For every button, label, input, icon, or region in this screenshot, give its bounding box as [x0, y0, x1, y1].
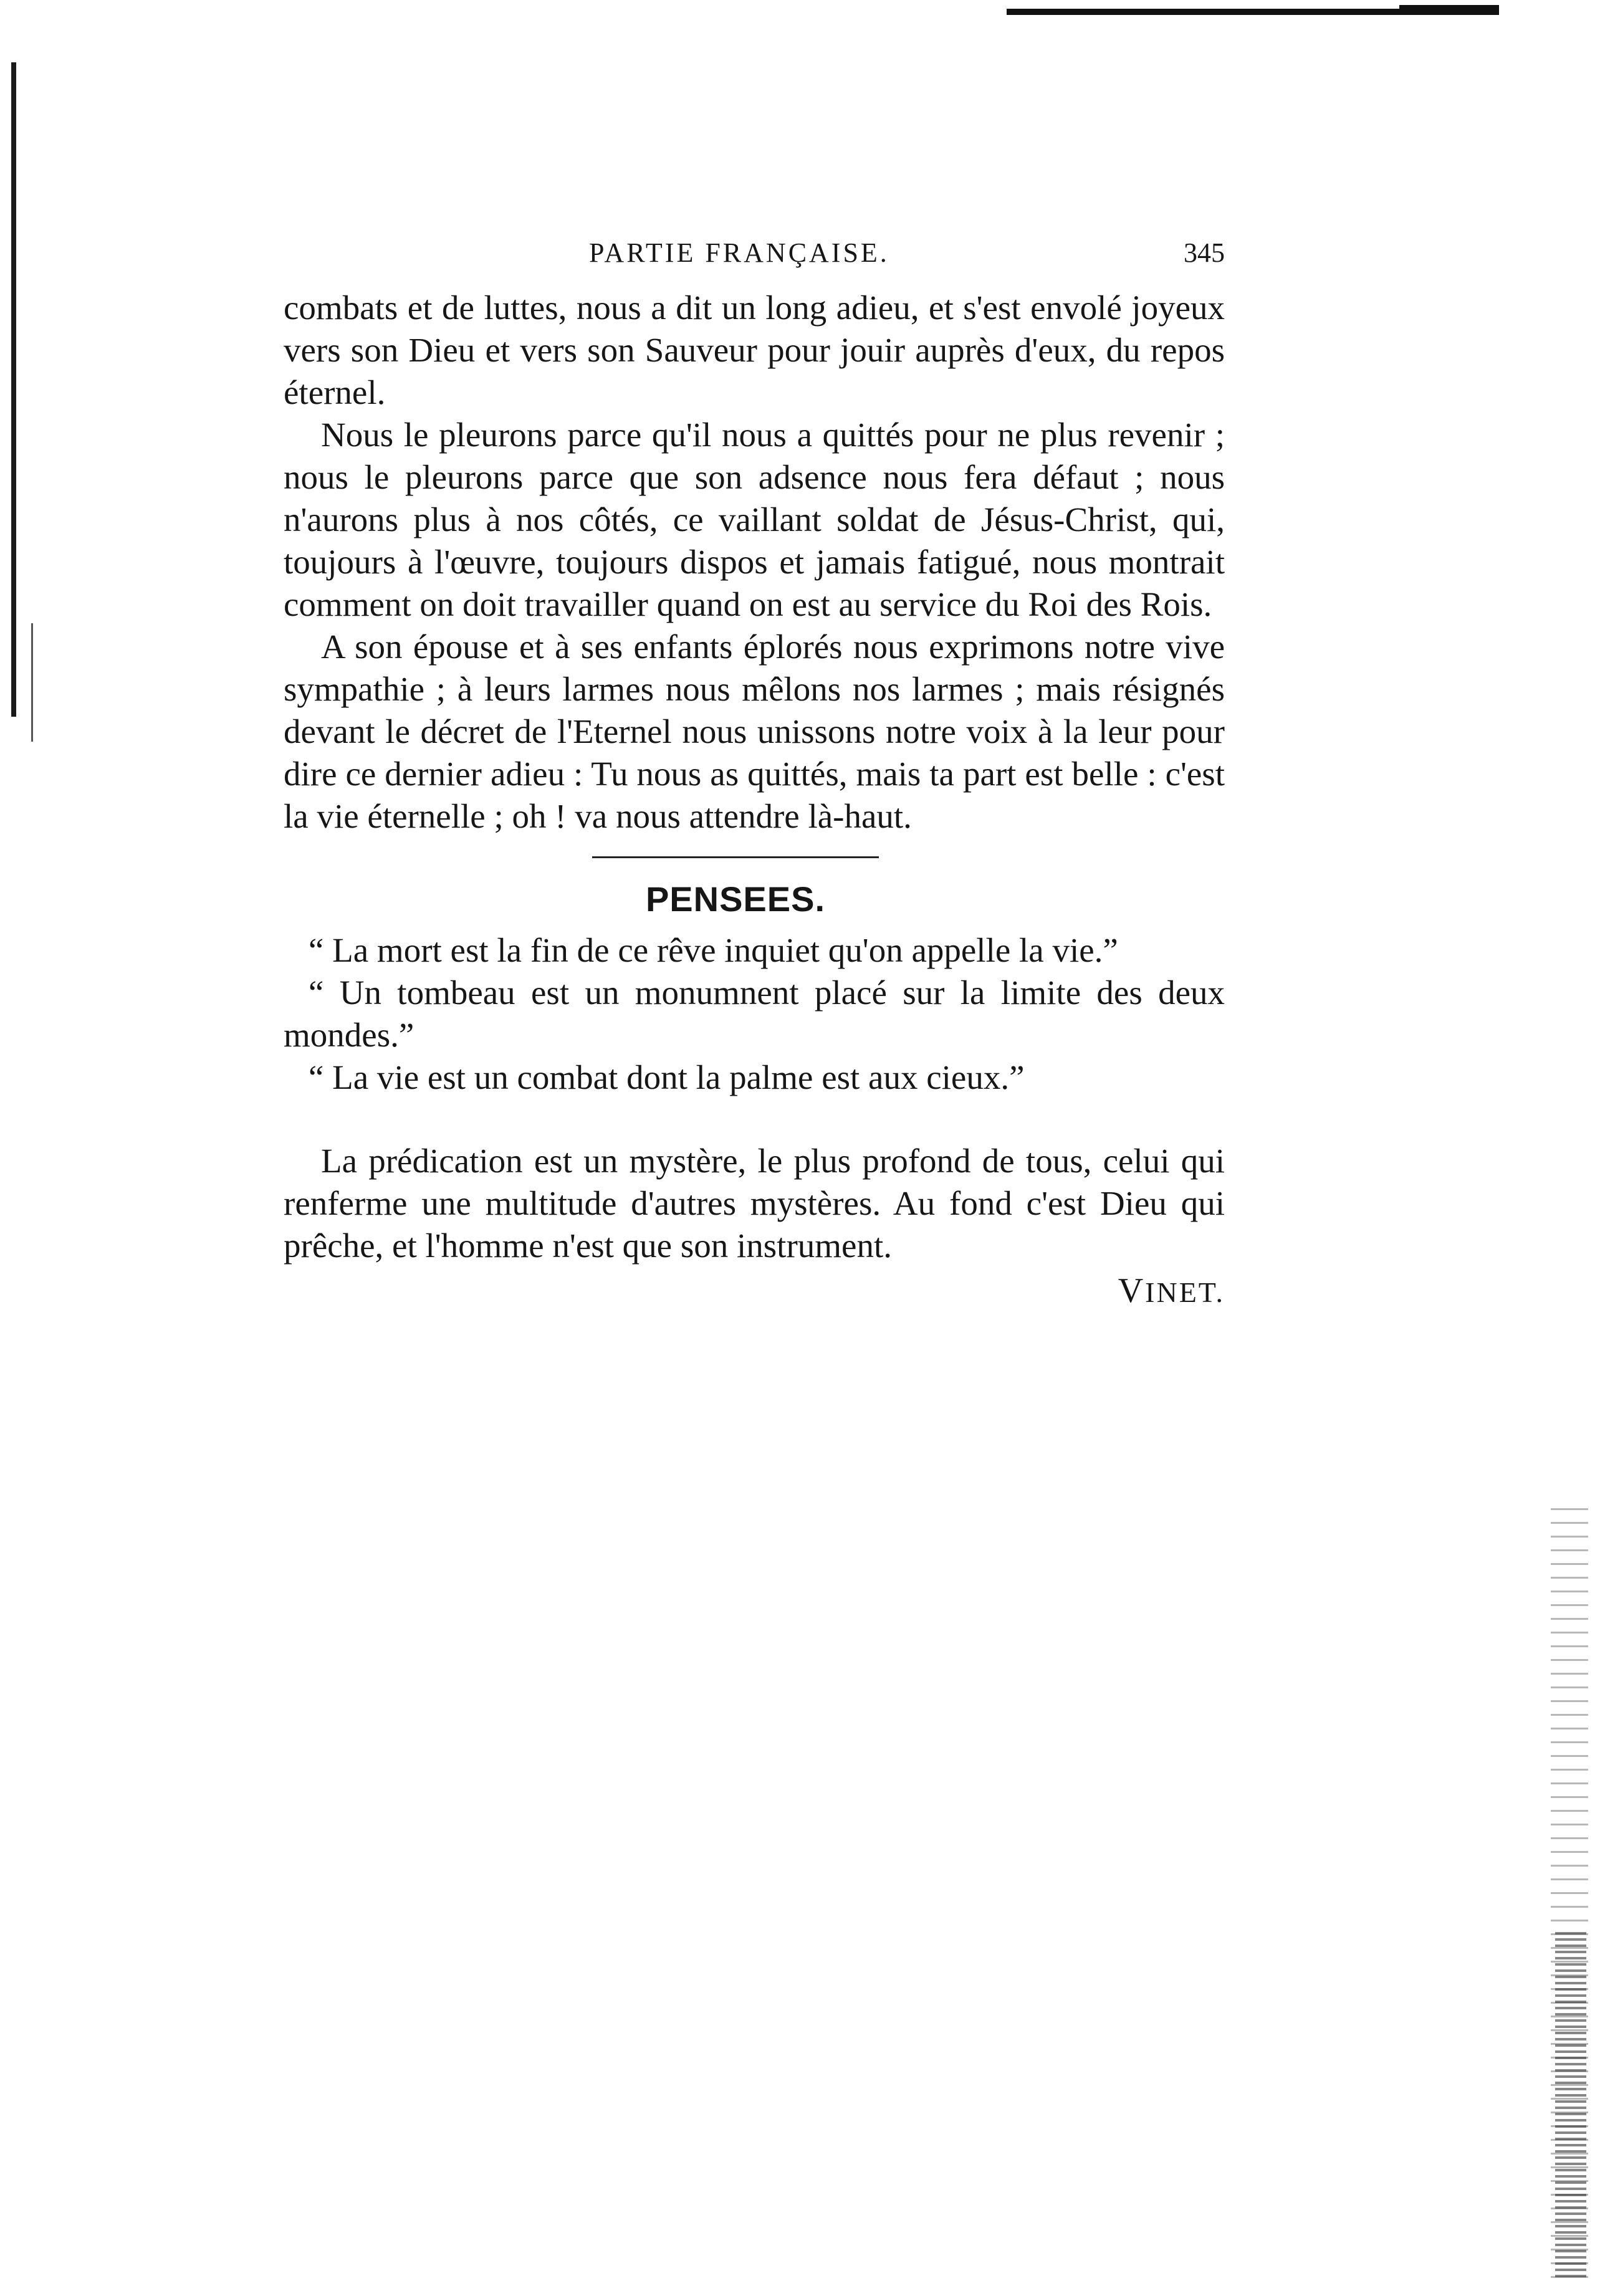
obituary-paragraph: combats et de luttes, nous a dit un long adieu, et s'est envolé joyeux vers son Dieu et vers son Sauveur pour jouir auprès d'eux, du repos éternel. [284, 289, 1225, 411]
running-head [284, 237, 1225, 287]
page [284, 237, 1225, 1314]
quote: “ La vie est un combat dont la palme est aux cieux.” [309, 1058, 1025, 1096]
obituary-paragraph: A son épouse et à ses enfants éplorés nous exprimons notre vive sympathie ; à leurs larmes nous mêlons nos larmes ; mais résignés devant le décret de l'Eternel nous unissons notre voix à la leur pour dire ce dernier adieu : Tu nous as quittés, mais ta part est belle : c'est la vie éternelle ; oh ! va nous attendre là-haut. [284, 628, 1225, 835]
scan-noise-dense [1555, 1932, 1586, 2281]
closing-paragraph: La prédication est un mystère, le plus profond de tous, celui qui renferme une multitude d'autres mystères. Au fond c'est Dieu qui prêche, et l'homme n'est que son instrument. [284, 1142, 1225, 1265]
quote: “ La mort est la fin de ce rêve inquiet qu'on appelle la vie.” [309, 931, 1118, 969]
running-title: PARTIE FRANÇAISE. [589, 237, 889, 268]
section-divider [592, 856, 879, 858]
signature [284, 1270, 1225, 1314]
scan-edge-mark [31, 623, 33, 742]
page-number: 345 [1184, 237, 1225, 268]
top-rule [1007, 9, 1499, 15]
scan-edge-shadow [11, 62, 16, 717]
signature-rest: INET. [1145, 1276, 1225, 1308]
body-text [284, 287, 1225, 1314]
quote: “ Un tombeau est un monumnent placé sur la limite des deux mondes.” [284, 973, 1225, 1054]
obituary-paragraph: Nous le pleurons parce qu'il nous a quittés pour ne plus revenir ; nous le pleurons parce que son adsence nous fera défaut ; nous n'aurons plus à nos côtés, ce vaillant soldat de Jésus-Christ, qui, toujours à l'œuvre, toujours dispos et jamais fatigué, nous montrait comment on doit travailler quand on est au service du Roi des Rois. [284, 416, 1225, 623]
spacer [284, 1099, 1225, 1140]
section-heading: PENSEES. [645, 879, 826, 919]
signature-initial: V [1118, 1271, 1146, 1310]
